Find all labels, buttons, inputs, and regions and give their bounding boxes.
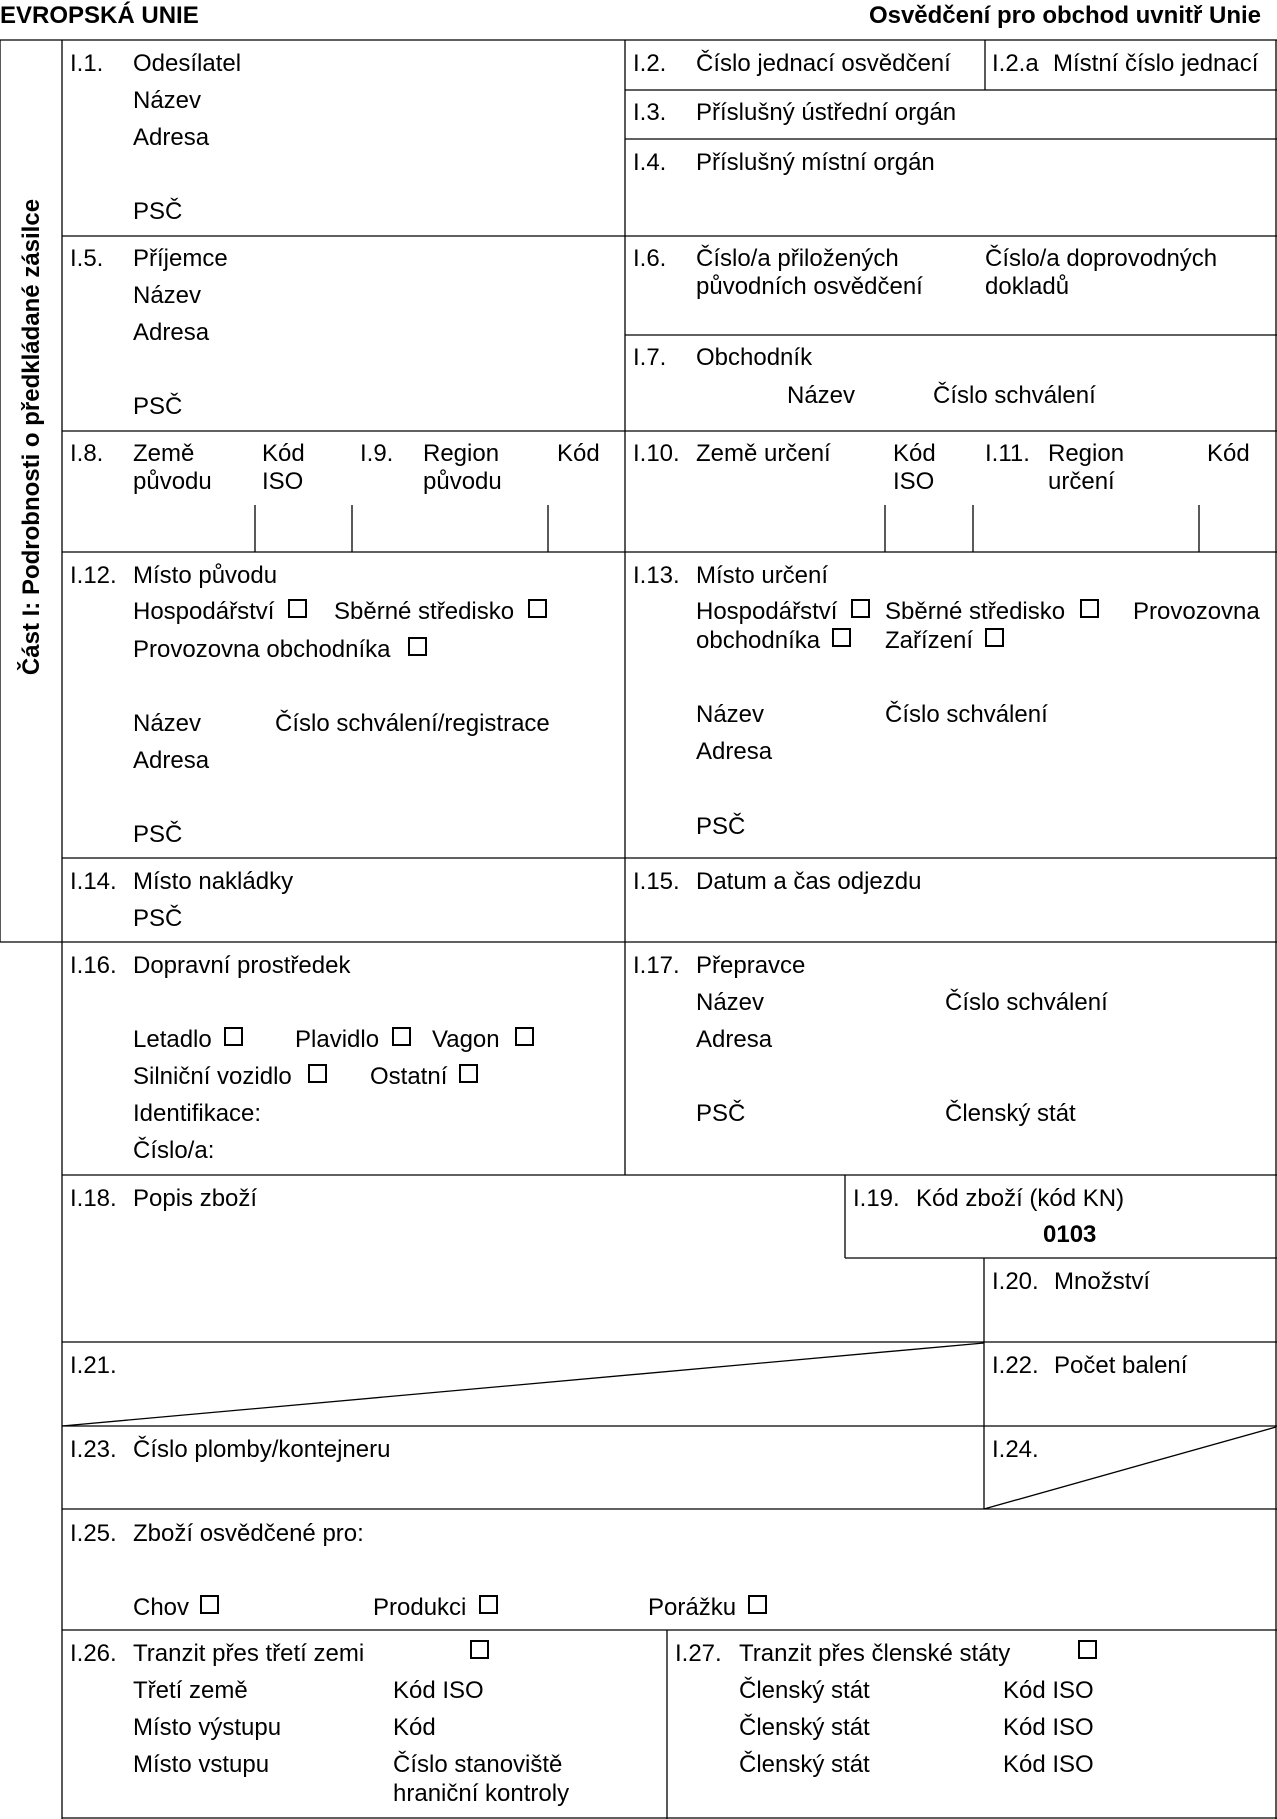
i7-label: Obchodník	[696, 344, 813, 371]
i16-plane: Letadlo	[133, 1026, 212, 1053]
i11-code: Kód	[1207, 440, 1250, 467]
i12-center-checkbox[interactable]	[528, 599, 547, 618]
i17-approval: Číslo schválení	[945, 989, 1108, 1016]
i1-label: Odesílatel	[133, 50, 242, 77]
i16-plane-checkbox[interactable]	[224, 1027, 243, 1046]
i12-name: Název	[133, 710, 202, 737]
section-sidebar-label: Část I: Podrobnosti o předkládané zásilce	[18, 198, 45, 676]
i12-opt-farm: Hospodářství	[133, 598, 275, 625]
i16-road-checkbox[interactable]	[308, 1064, 327, 1083]
i13-facility-checkbox[interactable]	[985, 628, 1004, 647]
i13-name: Název	[696, 701, 765, 728]
i18-label: Popis zboží	[133, 1185, 258, 1212]
i12-num: I.12.	[70, 562, 117, 589]
i16-road: Silniční vozidlo	[133, 1063, 292, 1090]
i20-num: I.20.	[992, 1268, 1039, 1295]
i1-postcode: PSČ	[133, 198, 183, 225]
i7-num: I.7.	[633, 344, 667, 371]
i10-num: I.10.	[633, 440, 680, 467]
i26-checkbox[interactable]	[470, 1640, 489, 1659]
i2-label: Číslo jednací osvědčení	[696, 50, 951, 77]
i13-postcode: PSČ	[696, 813, 746, 840]
i8-num: I.8.	[70, 440, 104, 467]
i10-label: Země určení	[696, 440, 831, 467]
i26-country: Třetí země	[133, 1677, 248, 1704]
i12-opt-center: Sběrné středisko	[334, 598, 515, 625]
i14-label: Místo nakládky	[133, 868, 294, 895]
i19-label: Kód zboží (kód KN)	[916, 1185, 1125, 1212]
i14-postcode: PSČ	[133, 905, 183, 932]
i11-num: I.11.	[985, 440, 1030, 467]
i20-label: Množství	[1054, 1268, 1151, 1295]
i21-num: I.21.	[70, 1352, 117, 1379]
i9-num: I.9.	[360, 440, 394, 467]
i5-num: I.5.	[70, 245, 104, 272]
i26-exit: Místo výstupu	[133, 1714, 282, 1741]
i26-iso: Kód ISO	[393, 1677, 484, 1704]
i27-iso3: Kód ISO	[1003, 1751, 1094, 1778]
i12-approval: Číslo schválení/registrace	[275, 710, 550, 737]
i6-label-a1: Číslo/a přiložených	[696, 245, 899, 272]
i16-numbers: Číslo/a:	[133, 1137, 215, 1164]
i17-member: Členský stát	[945, 1100, 1076, 1127]
i16-wagon-checkbox[interactable]	[515, 1027, 534, 1046]
i3-num: I.3.	[633, 99, 667, 126]
i15-num: I.15.	[633, 868, 680, 895]
i9-label1: Region	[423, 440, 500, 467]
i9-code: Kód	[557, 440, 600, 467]
i5-name: Název	[133, 282, 202, 309]
i11-label1: Region	[1048, 440, 1125, 467]
i25-num: I.25.	[70, 1520, 117, 1547]
i10-code1: Kód	[893, 440, 936, 467]
i27-member3: Členský stát	[739, 1751, 870, 1778]
i16-ship-checkbox[interactable]	[392, 1027, 411, 1046]
i12-label: Místo původu	[133, 562, 278, 589]
i6-label-b2: dokladů	[985, 273, 1070, 300]
i7-name: Název	[787, 382, 856, 409]
i13-farm-checkbox[interactable]	[851, 599, 870, 618]
i2a-label: Místní číslo jednací	[1053, 50, 1259, 77]
i2-num: I.2.	[633, 50, 667, 77]
i27-checkbox[interactable]	[1078, 1640, 1097, 1659]
i6-label-b1: Číslo/a doprovodných	[985, 245, 1218, 272]
i1-address: Adresa	[133, 124, 210, 151]
i6-label-a2: původních osvědčení	[696, 273, 923, 300]
i26-num: I.26.	[70, 1640, 117, 1667]
i26-code: Kód	[393, 1714, 436, 1741]
i15-label: Datum a čas odjezdu	[696, 868, 922, 895]
i8-label1: Země	[133, 440, 195, 467]
i19-value: 0103	[1043, 1221, 1097, 1248]
i13-label: Místo určení	[696, 562, 829, 589]
i7-approval: Číslo schválení	[933, 382, 1096, 409]
i10-code2: ISO	[893, 468, 935, 495]
i16-ship: Plavidlo	[295, 1026, 380, 1053]
i13-approval: Číslo schválení	[885, 701, 1048, 728]
i16-wagon: Vagon	[432, 1026, 500, 1053]
i27-member2: Členský stát	[739, 1714, 870, 1741]
i13-opt-center: Sběrné středisko	[885, 598, 1066, 625]
header-right: Osvědčení pro obchod uvnitř Unie	[868, 2, 1261, 29]
i26-bip2: hraniční kontroly	[393, 1780, 570, 1807]
i13-address: Adresa	[696, 738, 773, 765]
i27-iso1: Kód ISO	[1003, 1677, 1094, 1704]
i17-label: Přepravce	[696, 952, 806, 979]
i18-num: I.18.	[70, 1185, 117, 1212]
i16-num: I.16.	[70, 952, 117, 979]
header-left: EVROPSKÁ UNIE	[0, 2, 199, 29]
i25-slaughter-checkbox[interactable]	[748, 1595, 767, 1614]
i16-other-checkbox[interactable]	[459, 1064, 478, 1083]
i25-slaughter: Porážku	[648, 1594, 737, 1621]
i17-postcode: PSČ	[696, 1100, 746, 1127]
i13-trader-checkbox[interactable]	[832, 628, 851, 647]
i16-ident: Identifikace:	[133, 1100, 262, 1127]
i13-opt-trader1: Provozovna	[1133, 598, 1260, 625]
i16-label: Dopravní prostředek	[133, 952, 351, 979]
i12-trader-checkbox[interactable]	[408, 637, 427, 656]
i22-label: Počet balení	[1054, 1352, 1188, 1379]
i17-name: Název	[696, 989, 765, 1016]
i4-label: Příslušný místní orgán	[696, 149, 935, 176]
i26-entry: Místo vstupu	[133, 1751, 270, 1778]
i27-num: I.27.	[675, 1640, 722, 1667]
i17-num: I.17.	[633, 952, 680, 979]
i16-other: Ostatní	[370, 1063, 448, 1090]
i8-code2: ISO	[262, 468, 304, 495]
i4-num: I.4.	[633, 149, 667, 176]
i13-opt-facility: Zařízení	[885, 627, 974, 654]
i13-num: I.13.	[633, 562, 680, 589]
i22-num: I.22.	[992, 1352, 1039, 1379]
i5-postcode: PSČ	[133, 393, 183, 420]
i27-label: Tranzit přes členské státy	[739, 1640, 1011, 1667]
i25-label: Zboží osvědčené pro:	[133, 1520, 364, 1547]
i3-label: Příslušný ústřední orgán	[696, 99, 957, 126]
i12-address: Adresa	[133, 747, 210, 774]
i5-address: Adresa	[133, 319, 210, 346]
i12-postcode: PSČ	[133, 821, 183, 848]
i25-breeding-checkbox[interactable]	[200, 1595, 219, 1614]
i6-num: I.6.	[633, 245, 667, 272]
i26-bip1: Číslo stanoviště	[393, 1751, 563, 1778]
i11-label2: určení	[1048, 468, 1115, 495]
i13-center-checkbox[interactable]	[1080, 599, 1099, 618]
i25-production-checkbox[interactable]	[479, 1595, 498, 1614]
i1-num: I.1.	[70, 50, 104, 77]
i25-production: Produkci	[373, 1594, 467, 1621]
i9-label2: původu	[423, 468, 502, 495]
i17-address: Adresa	[696, 1026, 773, 1053]
i23-num: I.23.	[70, 1436, 117, 1463]
i8-code1: Kód	[262, 440, 305, 467]
i24-num: I.24.	[992, 1436, 1039, 1463]
i1-name: Název	[133, 87, 202, 114]
i12-opt-trader: Provozovna obchodníka	[133, 636, 391, 663]
i12-farm-checkbox[interactable]	[288, 599, 307, 618]
i13-opt-trader2: obchodníka	[696, 627, 821, 654]
i27-iso2: Kód ISO	[1003, 1714, 1094, 1741]
i23-label: Číslo plomby/kontejneru	[133, 1436, 391, 1463]
i5-label: Příjemce	[133, 245, 228, 272]
i8-label2: původu	[133, 468, 212, 495]
i27-member1: Členský stát	[739, 1677, 870, 1704]
i19-num: I.19.	[853, 1185, 900, 1212]
i25-breeding: Chov	[133, 1594, 190, 1621]
i2a-num: I.2.a	[992, 50, 1039, 77]
i14-num: I.14.	[70, 868, 117, 895]
i26-label: Tranzit přes třetí zemi	[133, 1640, 365, 1667]
i13-opt-farm: Hospodářství	[696, 598, 838, 625]
